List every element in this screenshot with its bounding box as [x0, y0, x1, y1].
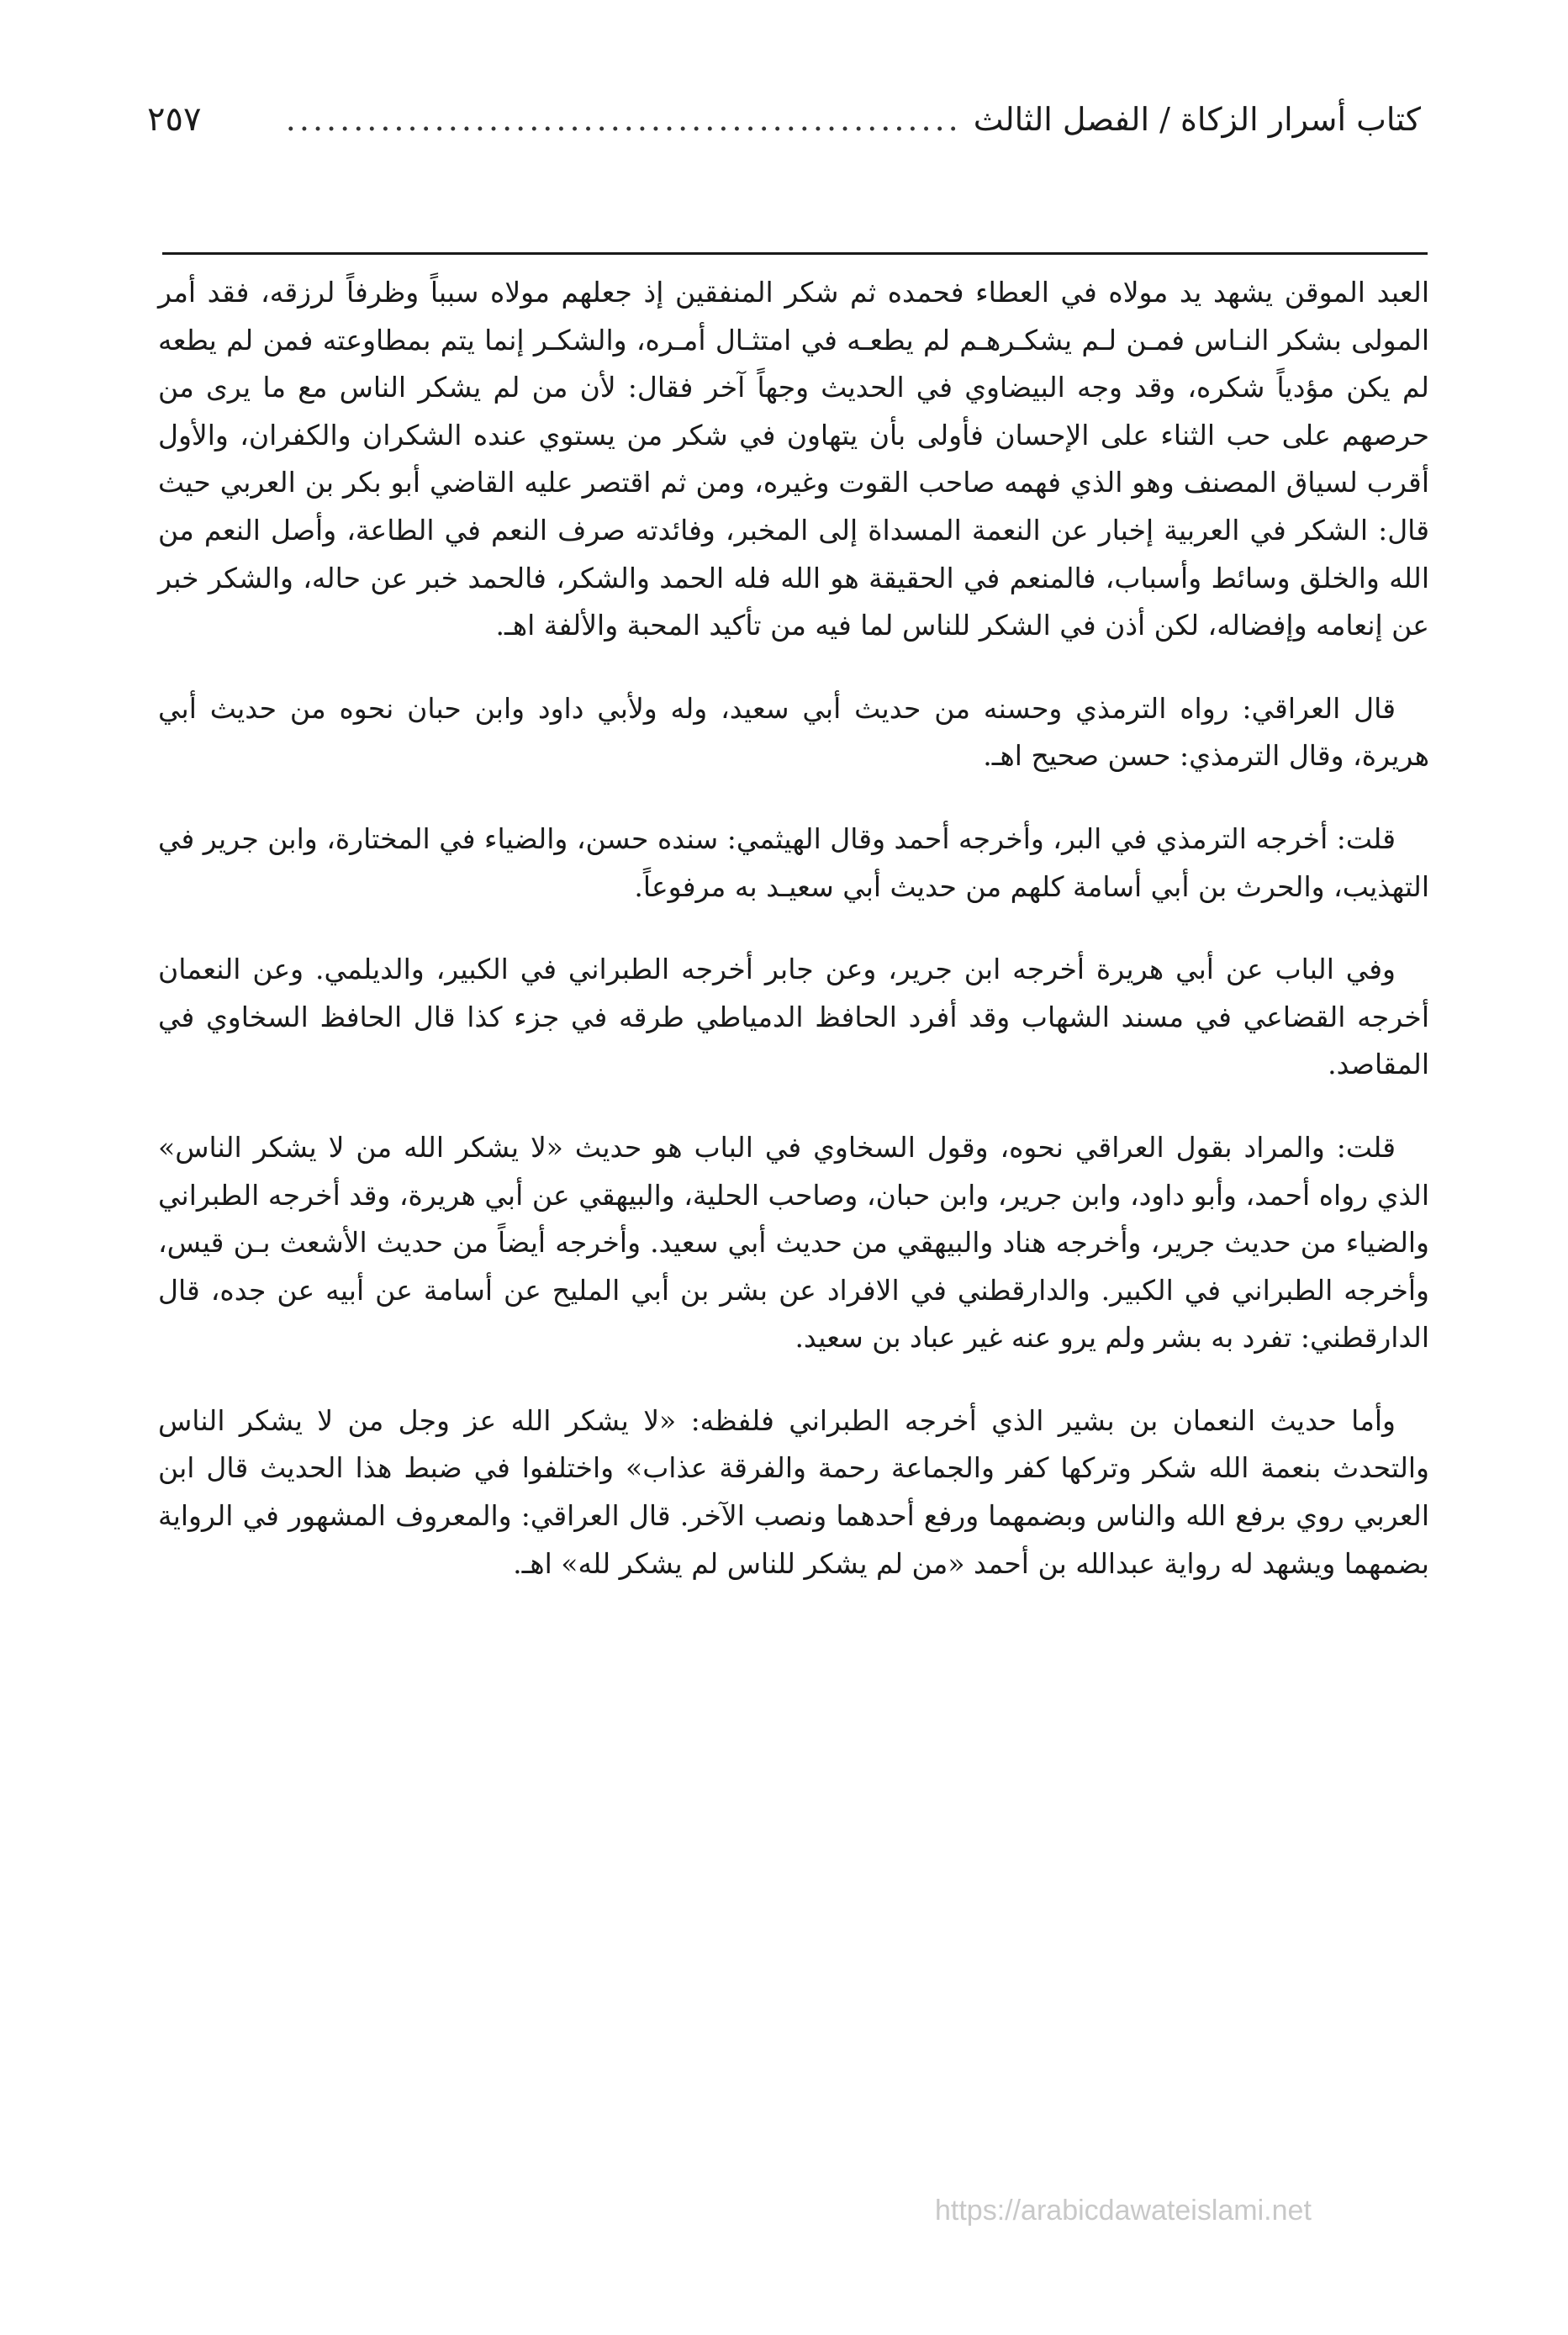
paragraph-4: وفي الباب عن أبي هريرة أخرجه ابن جرير، وعن جابر أخرجه الطبراني في الكبير، والديلمي. وعن النعمان أخرجه القضاعي في مسند الشهاب وقد أفرد الحافظ الدمياطي طرقه في جزء كذا قال الحافظ السخاوي في المقاصد.	[158, 953, 1429, 1081]
footnote-body	[158, 269, 1429, 1623]
source-watermark: https://arabicdawateislami.net	[935, 2195, 1312, 2227]
paragraph-5: قلت: والمراد بقول العراقي نحوه، وقول السخاوي في الباب هو حديث «لا يشكر الله من لا يشكر الناس» الذي رواه أحمد، وأبو داود، وابن جرير، وابن حبان، وصاحب الحلية، والبيهقي عن أبي هريرة، وقد أخرجه الطبراني والضياء من حديث جرير، وأخرجه هناد والبيهقي من حديث أبي سعيد. وأخرجه أيضاً من حديث الأشعث بـن قيس، وأخرجه الطبراني في الكبير. والدارقطني في الافراد عن بشر بن أبي المليح عن أسامة عن أبيه عن جده، قال الدارقطني: تفرد به بشر ولم يرو عنه غير عباد بن سعيد.	[158, 1130, 1429, 1355]
leader-dots: ..................................................	[285, 101, 962, 138]
page-number: ٢٥٧	[147, 100, 202, 139]
footnote-separator-rule	[162, 252, 1428, 255]
paragraph-2: قال العراقي: رواه الترمذي وحسنه من حديث أبي سعيد، وله ولأبي داود وابن حبان نحوه من حديث أبي هريرة، وقال الترمذي: حسن صحيح اهـ.	[158, 691, 1429, 773]
chapter-title: كتاب أسرار الزكاة / الفصل الثالث	[973, 101, 1421, 138]
running-header	[147, 94, 1421, 145]
paragraph-1: العبد الموقن يشهد يد مولاه في العطاء فحمده ثم شكر المنفقين إذ جعلهم مولاه سبباً وظرفاً لرزقه، فقد أمر المولى بشكر النـاس فمـن لـم يشكـرهـم لم يطعـه في امتثـال أمـره، والشكـر إنما يتم بمطاوعته فمن لم يطعه لم يكن مؤدياً شكره، وقد وجه البيضاوي في الحديث وجهاً آخر فقال: لأن من لم يشكر الناس مع ما يرى من حرصهم على حب الثناء على الإحسان فأولى بأن يتهاون في شكر من يستوي عنده الشكران والكفران، والأول أقرب لسياق المصنف وهو الذي فهمه صاحب القوت وغيره، ومن ثم اقتصر عليه القاضي أبو بكر بن العربي حيث قال: الشكر في العربية إخبار عن النعمة المسداة إلى المخبر، وفائدته صرف النعم في الطاعة، وأصل النعم من الله والخلق وسائط وأسباب، فالمنعم في الحقيقة هو الله فله الحمد والشكر، فالحمد خبر عن حاله، والشكر خبر عن إنعامه وإفضاله، لكن أذن في الشكر للناس لما فيه من تأكيد المحبة والألفة اهـ.	[158, 276, 1429, 642]
paragraph-6: وأما حديث النعمان بن بشير الذي أخرجه الطبراني فلفظه: «لا يشكر الله عز وجل من لا يشكر الناس والتحدث بنعمة الله شكر وتركها كفر والجماعة رحمة والفرقة عذاب» واختلفوا في ضبط هذا الحديث قال ابن العربي روي برفع الله والناس وبضمهما ورفع أحدهما ونصب الآخر. قال العراقي: والمعروف المشهور في الرواية بضمهما ويشهد له رواية عبدالله بن أحمد «من لم يشكر للناس لم يشكر لله» اهـ.	[158, 1403, 1429, 1580]
paragraph-3: قلت: أخرجه الترمذي في البر، وأخرجه أحمد وقال الهيثمي: سنده حسن، والضياء في المختارة، وابن جرير في التهذيب، والحرث بن أبي أسامة كلهم من حديث أبي سعيـد به مرفوعاً.	[158, 821, 1429, 903]
